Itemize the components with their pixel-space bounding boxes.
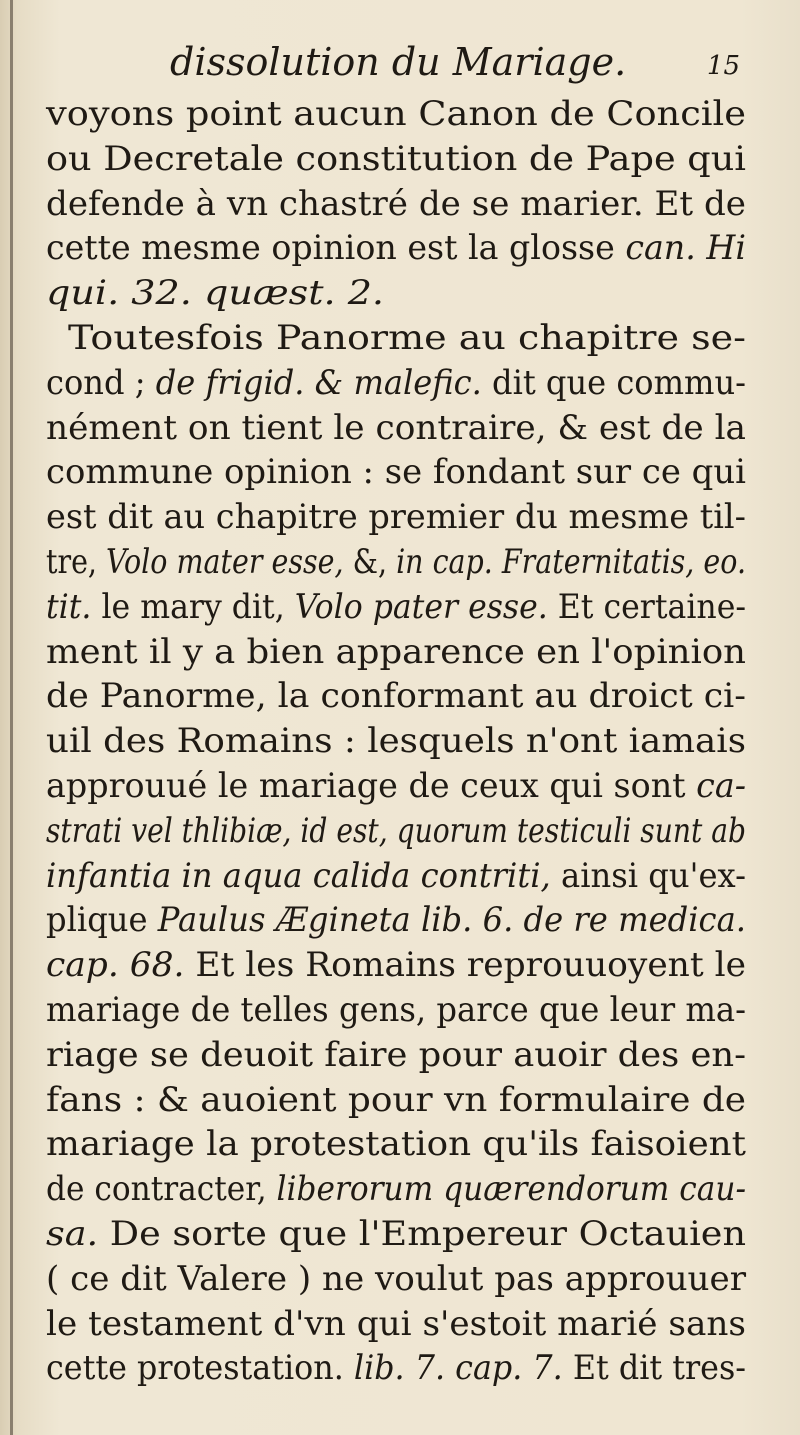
body-text — [46, 92, 746, 1391]
text-line — [46, 1346, 746, 1391]
italic-text: tit. — [46, 586, 92, 627]
roman-text: dit que commu- — [481, 362, 746, 403]
roman-text: le mary dit, — [91, 586, 295, 627]
roman-text: defende à vn chastré de se marier. Et de — [46, 183, 746, 224]
text-line — [46, 854, 746, 899]
roman-text: approuué le mariage de ceux qui sont — [46, 765, 697, 806]
text-line — [46, 719, 746, 764]
text-line — [46, 450, 746, 495]
roman-text: &, — [343, 541, 397, 582]
roman-text: ment il y a bien apparence en l'opinion — [46, 631, 746, 672]
italic-text: in cap. Fraternitatis, eo. — [396, 541, 746, 582]
roman-text: plique — [46, 900, 158, 941]
italic-text: sa. — [46, 1213, 99, 1254]
roman-text: est dit au chapitre premier du mesme til- — [46, 497, 746, 538]
roman-text: uil des Romains : lesquels n'ont iamais — [46, 721, 746, 762]
roman-text: ou Decretale constitution de Pape qui — [46, 138, 746, 179]
text-line — [46, 1033, 746, 1078]
roman-text: ( ce dit Valere ) ne voulut pas approuuer — [46, 1258, 746, 1299]
page-header — [170, 38, 740, 86]
roman-text: riage se deuoit faire pour auoir des en- — [46, 1034, 746, 1075]
text-line — [46, 495, 746, 540]
text-line — [46, 764, 746, 809]
roman-text: de Panorme, la conformant au droict ci- — [46, 676, 746, 717]
roman-text: Toutesfois Panorme au chapitre se- — [68, 317, 746, 358]
text-line — [46, 809, 746, 854]
text-line — [46, 898, 746, 943]
running-title: dissolution du Mariage. — [170, 40, 627, 84]
italic-text: liberorum quærendorum cau- — [276, 1169, 746, 1210]
roman-text: le testament d'vn qui s'estoit marié sans — [46, 1303, 746, 1344]
text-line — [46, 1257, 746, 1302]
page-gutter-edge — [10, 0, 13, 1435]
roman-text: cond ; — [46, 362, 156, 403]
text-line — [46, 674, 746, 719]
roman-text: voyons point aucun Canon de Concile — [46, 94, 746, 134]
italic-text: Volo mater esse, — [106, 541, 344, 582]
text-line — [46, 1302, 746, 1347]
roman-text: commune opinion : se fondant sur ce qui — [46, 452, 746, 493]
text-line — [46, 540, 746, 585]
text-line — [46, 226, 746, 271]
roman-text: Et dit tres- — [562, 1348, 746, 1389]
text-line — [46, 137, 746, 182]
page-number: 15 — [706, 51, 740, 81]
roman-text: cette protestation. — [46, 1348, 354, 1389]
text-line — [46, 1078, 746, 1123]
text-line — [46, 182, 746, 227]
text-line — [46, 361, 746, 406]
roman-text: de contracter, — [46, 1169, 277, 1210]
italic-text: can. Hi — [625, 228, 746, 269]
text-line — [46, 271, 746, 316]
text-line — [46, 316, 746, 361]
text-line — [46, 1167, 746, 1212]
text-line — [46, 1122, 746, 1167]
italic-text: strati vel thlibiæ, id est, quorum testiculi sunt ab — [46, 810, 746, 851]
roman-text: ainsi qu'ex- — [550, 855, 746, 896]
text-line — [46, 92, 746, 137]
roman-text: Et certaine- — [547, 586, 746, 627]
italic-text: lib. 7. cap. 7. — [353, 1348, 563, 1389]
italic-text: qui. 32. quæst. 2. — [46, 273, 385, 314]
text-line — [46, 585, 746, 630]
roman-text: tre, — [46, 541, 107, 582]
text-line — [46, 406, 746, 451]
text-line — [46, 988, 746, 1033]
italic-text: ca- — [696, 765, 746, 806]
italic-text: Paulus Ægineta lib. 6. de re medica. — [157, 900, 746, 941]
italic-text: cap. 68. — [46, 945, 185, 986]
roman-text: nément on tient le contraire, & est de la — [46, 407, 746, 448]
roman-text: De sorte que l'Empereur Octauien — [98, 1213, 746, 1254]
italic-text: Volo pater esse. — [294, 586, 548, 627]
italic-text: de frigid. & malefic. — [155, 362, 482, 403]
roman-text: mariage la protestation qu'ils faisoient — [46, 1124, 746, 1165]
roman-text: Et les Romains reprouuoyent le — [184, 945, 746, 986]
roman-text: fans : & auoient pour vn formulaire de — [46, 1079, 746, 1120]
italic-text: infantia in aqua calida contriti, — [46, 855, 551, 896]
roman-text: cette mesme opinion est la glosse — [46, 228, 626, 269]
text-line — [46, 1212, 746, 1257]
roman-text: mariage de telles gens, parce que leur ma- — [46, 989, 746, 1030]
text-line — [46, 630, 746, 675]
text-line — [46, 943, 746, 988]
